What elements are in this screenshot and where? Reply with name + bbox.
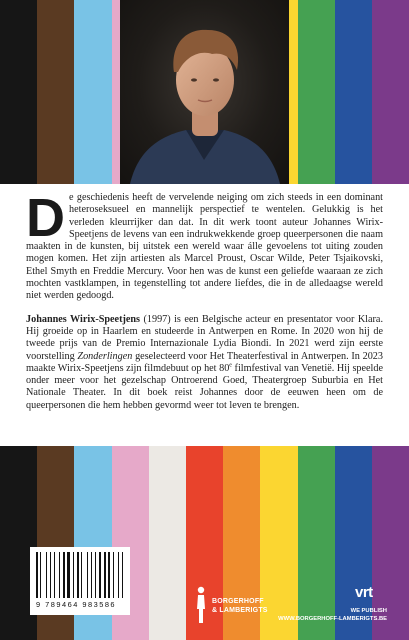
bio-text-1: (1997) is een Belgische acteur en presentator voor Klara. Hij groeide op in Haarlem en studeerde in Antwerpen en Rome. In 2020 won hij de tweede prijs van de Premio Internazionale Lydia Biondi. In 2021 werd zijn eerste voorstelling xyxy=(26,313,383,362)
play-title: Zonderlingen xyxy=(77,350,133,362)
barcode-bar xyxy=(91,552,92,598)
barcode-bar xyxy=(95,552,96,598)
ordinal-superscript: e xyxy=(229,362,232,369)
barcode-bar xyxy=(47,552,49,598)
barcode-bar xyxy=(83,552,85,598)
barcode-bar xyxy=(39,552,40,598)
barcode-bar xyxy=(59,552,60,598)
color-stripe xyxy=(149,446,186,640)
barcode-bar xyxy=(107,552,108,598)
barcode-bar xyxy=(97,552,98,598)
barcode-bar xyxy=(73,552,74,598)
isbn-barcode xyxy=(30,547,130,615)
color-stripe xyxy=(74,0,111,184)
barcode-bar xyxy=(104,552,106,598)
barcode-bar xyxy=(50,552,51,598)
publisher-name-line2: & LAMBERIGTS xyxy=(212,606,268,614)
color-stripe xyxy=(298,0,335,184)
barcode-bar xyxy=(87,552,89,598)
barcode-bar xyxy=(54,552,56,598)
barcode-bar xyxy=(67,552,69,598)
publisher-name xyxy=(212,598,268,615)
barcode-bar xyxy=(93,552,95,598)
barcode-bar xyxy=(122,552,124,598)
barcode-bar xyxy=(66,552,67,598)
blurb-paragraph xyxy=(26,188,383,303)
blurb-text: e geschiedenis heeft de vervelende neiging om zich steeds in een dominant heteroseksueel en mannelijk perspectief te wentelen. Gelukkig is het verleden kleurrijker dan dat. In dit werk toont auteur Johannes Wirix-Speetjens de levens van een indrukwekkende groep queerpersonen die naam maakten in de kunsten, bij uitstek een wereld waar álle gevoelens tot uiting zouden mogen komen. Het zijn artiesten als Marcel Proust, Oscar Wilde, Peter Tsjaikovski, Ethel Smyth en Freddie Mercury. Voor hen was de kunst een geliefde waaraan ze zich mochten vastklampen, in tegenstelling tot andere liefdes, die in de alledaagse wereld niet werden gedoogd. xyxy=(26,192,383,302)
drop-cap: D xyxy=(26,188,65,248)
isbn-number: 9 789464 983586 xyxy=(36,600,117,609)
barcode-bar xyxy=(77,552,79,598)
publisher-footer xyxy=(278,608,387,623)
bio-paragraph xyxy=(26,314,383,412)
color-stripe xyxy=(335,0,372,184)
barcode-bar xyxy=(80,552,81,598)
barcode-icon xyxy=(36,552,124,598)
author-portrait xyxy=(120,0,289,184)
back-cover-text xyxy=(0,184,409,446)
color-stripe xyxy=(372,0,409,184)
barcode-bar xyxy=(89,552,90,598)
we-publish-label: WE PUBLISH xyxy=(350,608,387,614)
barcode-bar xyxy=(46,552,47,598)
barcode-bar xyxy=(42,552,44,598)
barcode-bar xyxy=(56,552,58,598)
barcode-bar xyxy=(102,552,103,598)
author-name: Johannes Wirix-Speetjens xyxy=(26,313,141,325)
publisher-logo xyxy=(194,585,284,629)
publisher-figure-icon xyxy=(194,585,208,625)
barcode-bar xyxy=(74,552,76,598)
barcode-bar xyxy=(115,552,117,598)
barcode-bar xyxy=(108,552,110,598)
bio-text-3: filmfestival van Venetië. Hij speelde onder meer voor het gezelschap Ontroerend Goed, Theatergroep Suburbia en Het Nationale Theater. In dit boek reist Johannes door de eeuwen heen om de queerpersonen die hem hebben gevormd weer tot leven te brengen. xyxy=(26,362,383,411)
barcode-bar xyxy=(118,552,119,598)
bio-text-2: geselecteerd voor Het Theaterfestival in Antwerpen. In 2023 maakte Wirix-Speetjens zijn filmdebuut op het 80 xyxy=(26,350,383,374)
barcode-bar xyxy=(99,552,101,598)
barcode-bar xyxy=(40,552,41,598)
barcode-bar xyxy=(63,552,65,598)
vrt-logo: vrt xyxy=(355,584,373,601)
barcode-bar xyxy=(113,552,114,598)
barcode-bar xyxy=(61,552,62,598)
barcode-bar xyxy=(120,552,121,598)
color-stripe xyxy=(37,0,74,184)
person-portrait-icon xyxy=(120,0,289,184)
barcode-bar xyxy=(81,552,82,598)
barcode-bar xyxy=(111,552,112,598)
publisher-name-line1: BORGERHOFF xyxy=(212,598,264,605)
publisher-website: WWW.BORGERHOFF-LAMBERIGTS.BE xyxy=(278,615,387,622)
barcode-bar xyxy=(71,552,72,598)
color-stripe xyxy=(0,0,37,184)
barcode-bar xyxy=(36,552,38,598)
barcode-bar xyxy=(52,552,53,598)
